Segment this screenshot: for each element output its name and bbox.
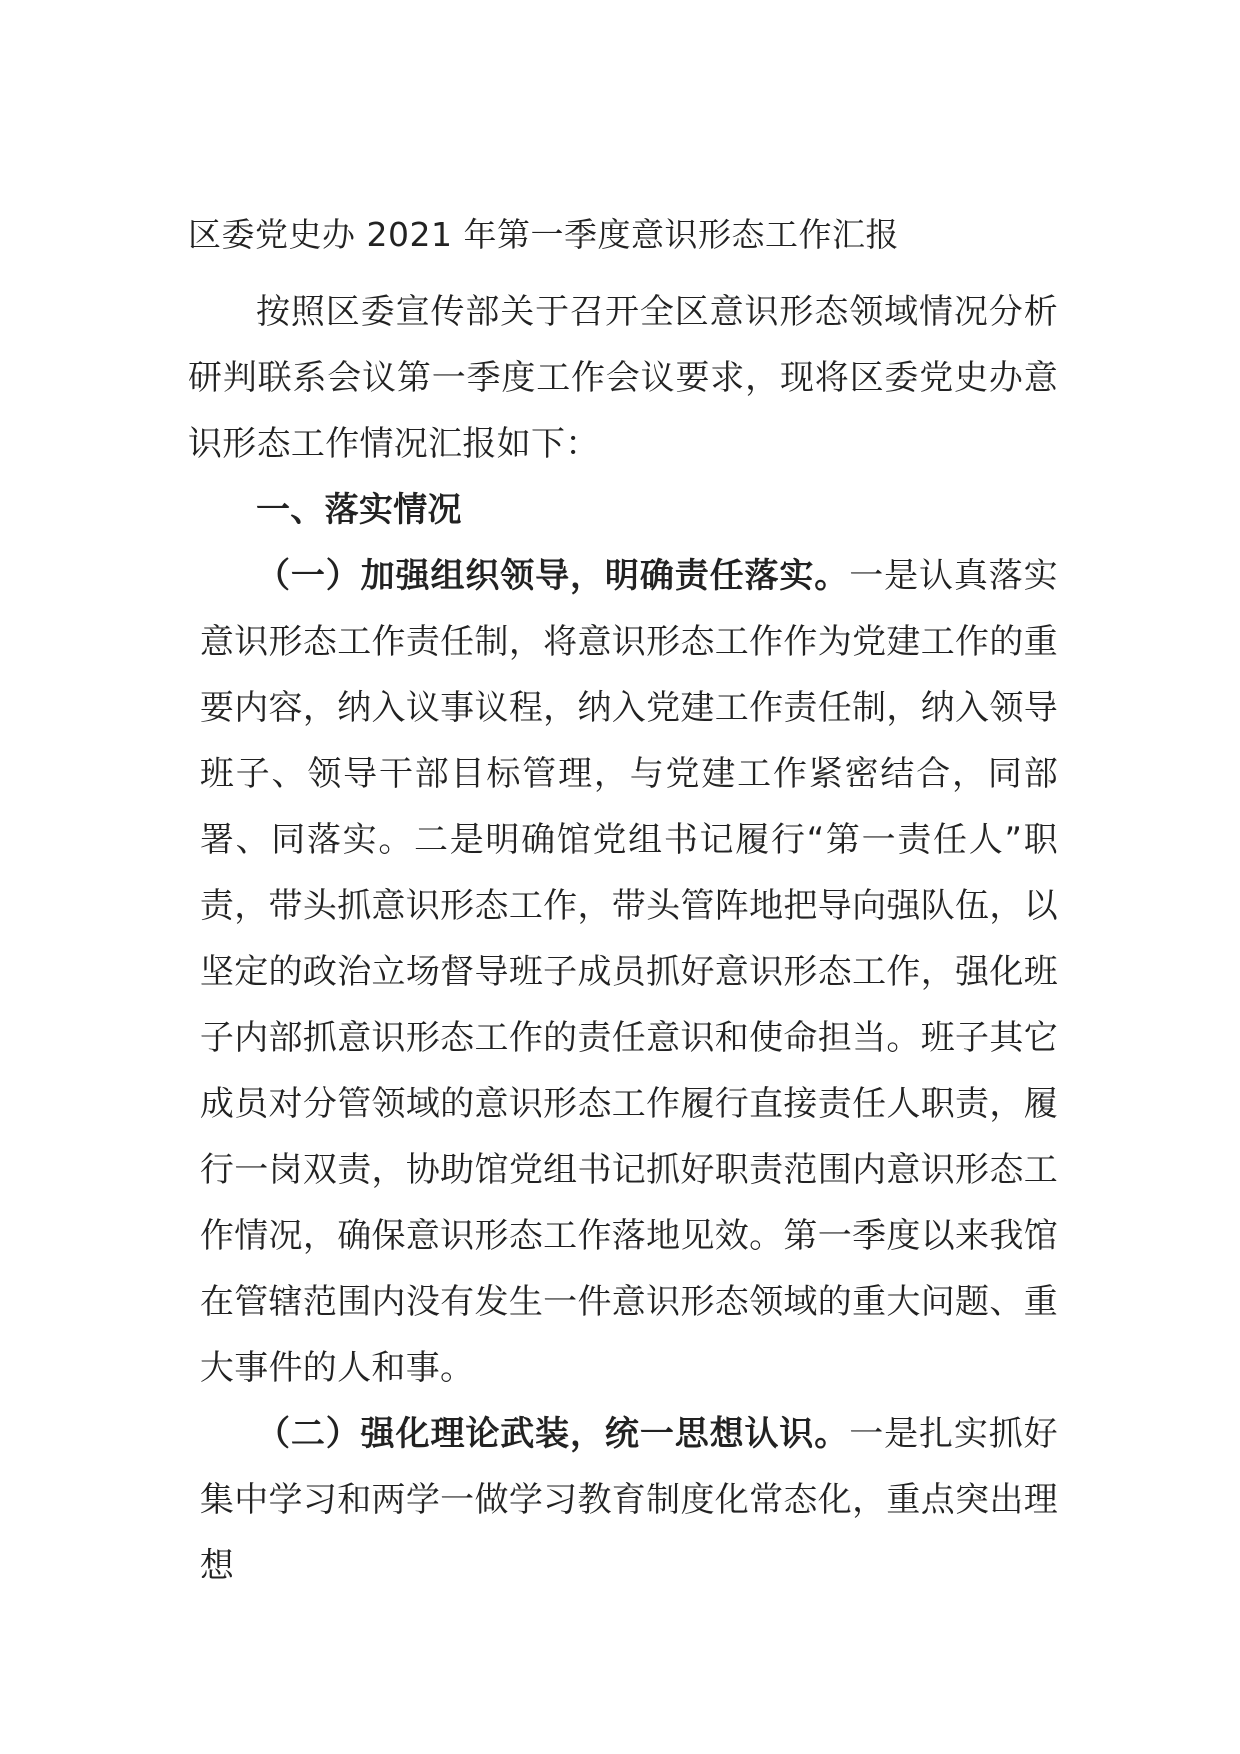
subsection-text-1: 一是认真落实意识形态工作责任制，将意识形态工作作为党建工作的重要内容，纳入议事议程，纳入党建工作责任制，纳入领导班子、领导干部目标管理，与党建工作紧密结合，同部署、同落实。二是明确馆党组书记履行“第一责任人”职责，带头抓意识形态工作，带头管阵地把导向强队伍，以坚定的政治立场督导班子成员抓好意识形态工作，强化班子内部抓意识形态工作的责任意识和使命担当。班子其它成员对分管领域的意识形态工作履行直接责任人职责，履行一岗双责，协助馆党组书记抓好职责范围内意识形态工作情况，确保意识形态工作落地见效。第一季度以来我馆在管辖范围内没有发生一件意识形态领域的重大问题、重大事件的人和事。 <box>199 556 1058 1388</box>
document-title: 区委党史办 2021 年第一季度意识形态工作汇报 <box>188 215 899 254</box>
subsection-paragraph-2 <box>188 1401 1058 1599</box>
subsection-text-2: 一是扎实抓好集中学习和两学一做学习教育制度化常态化，重点突出理想 <box>199 1414 1058 1586</box>
intro-paragraph: 按照区委宣传部关于召开全区意识形态领域情况分析研判联系会议第一季度工作会议要求，现将区委党史办意识形态工作情况汇报如下： <box>188 292 1058 464</box>
subsection-heading-1: （一）加强组织领导，明确责任落实。 <box>255 556 850 596</box>
subsection-heading-2: （二）强化理论武装，统一思想认识。 <box>255 1414 850 1454</box>
section-heading-1: 一、落实情况 <box>256 490 462 530</box>
subsection-paragraph-1 <box>188 543 1058 1401</box>
document-body <box>188 213 1058 1599</box>
